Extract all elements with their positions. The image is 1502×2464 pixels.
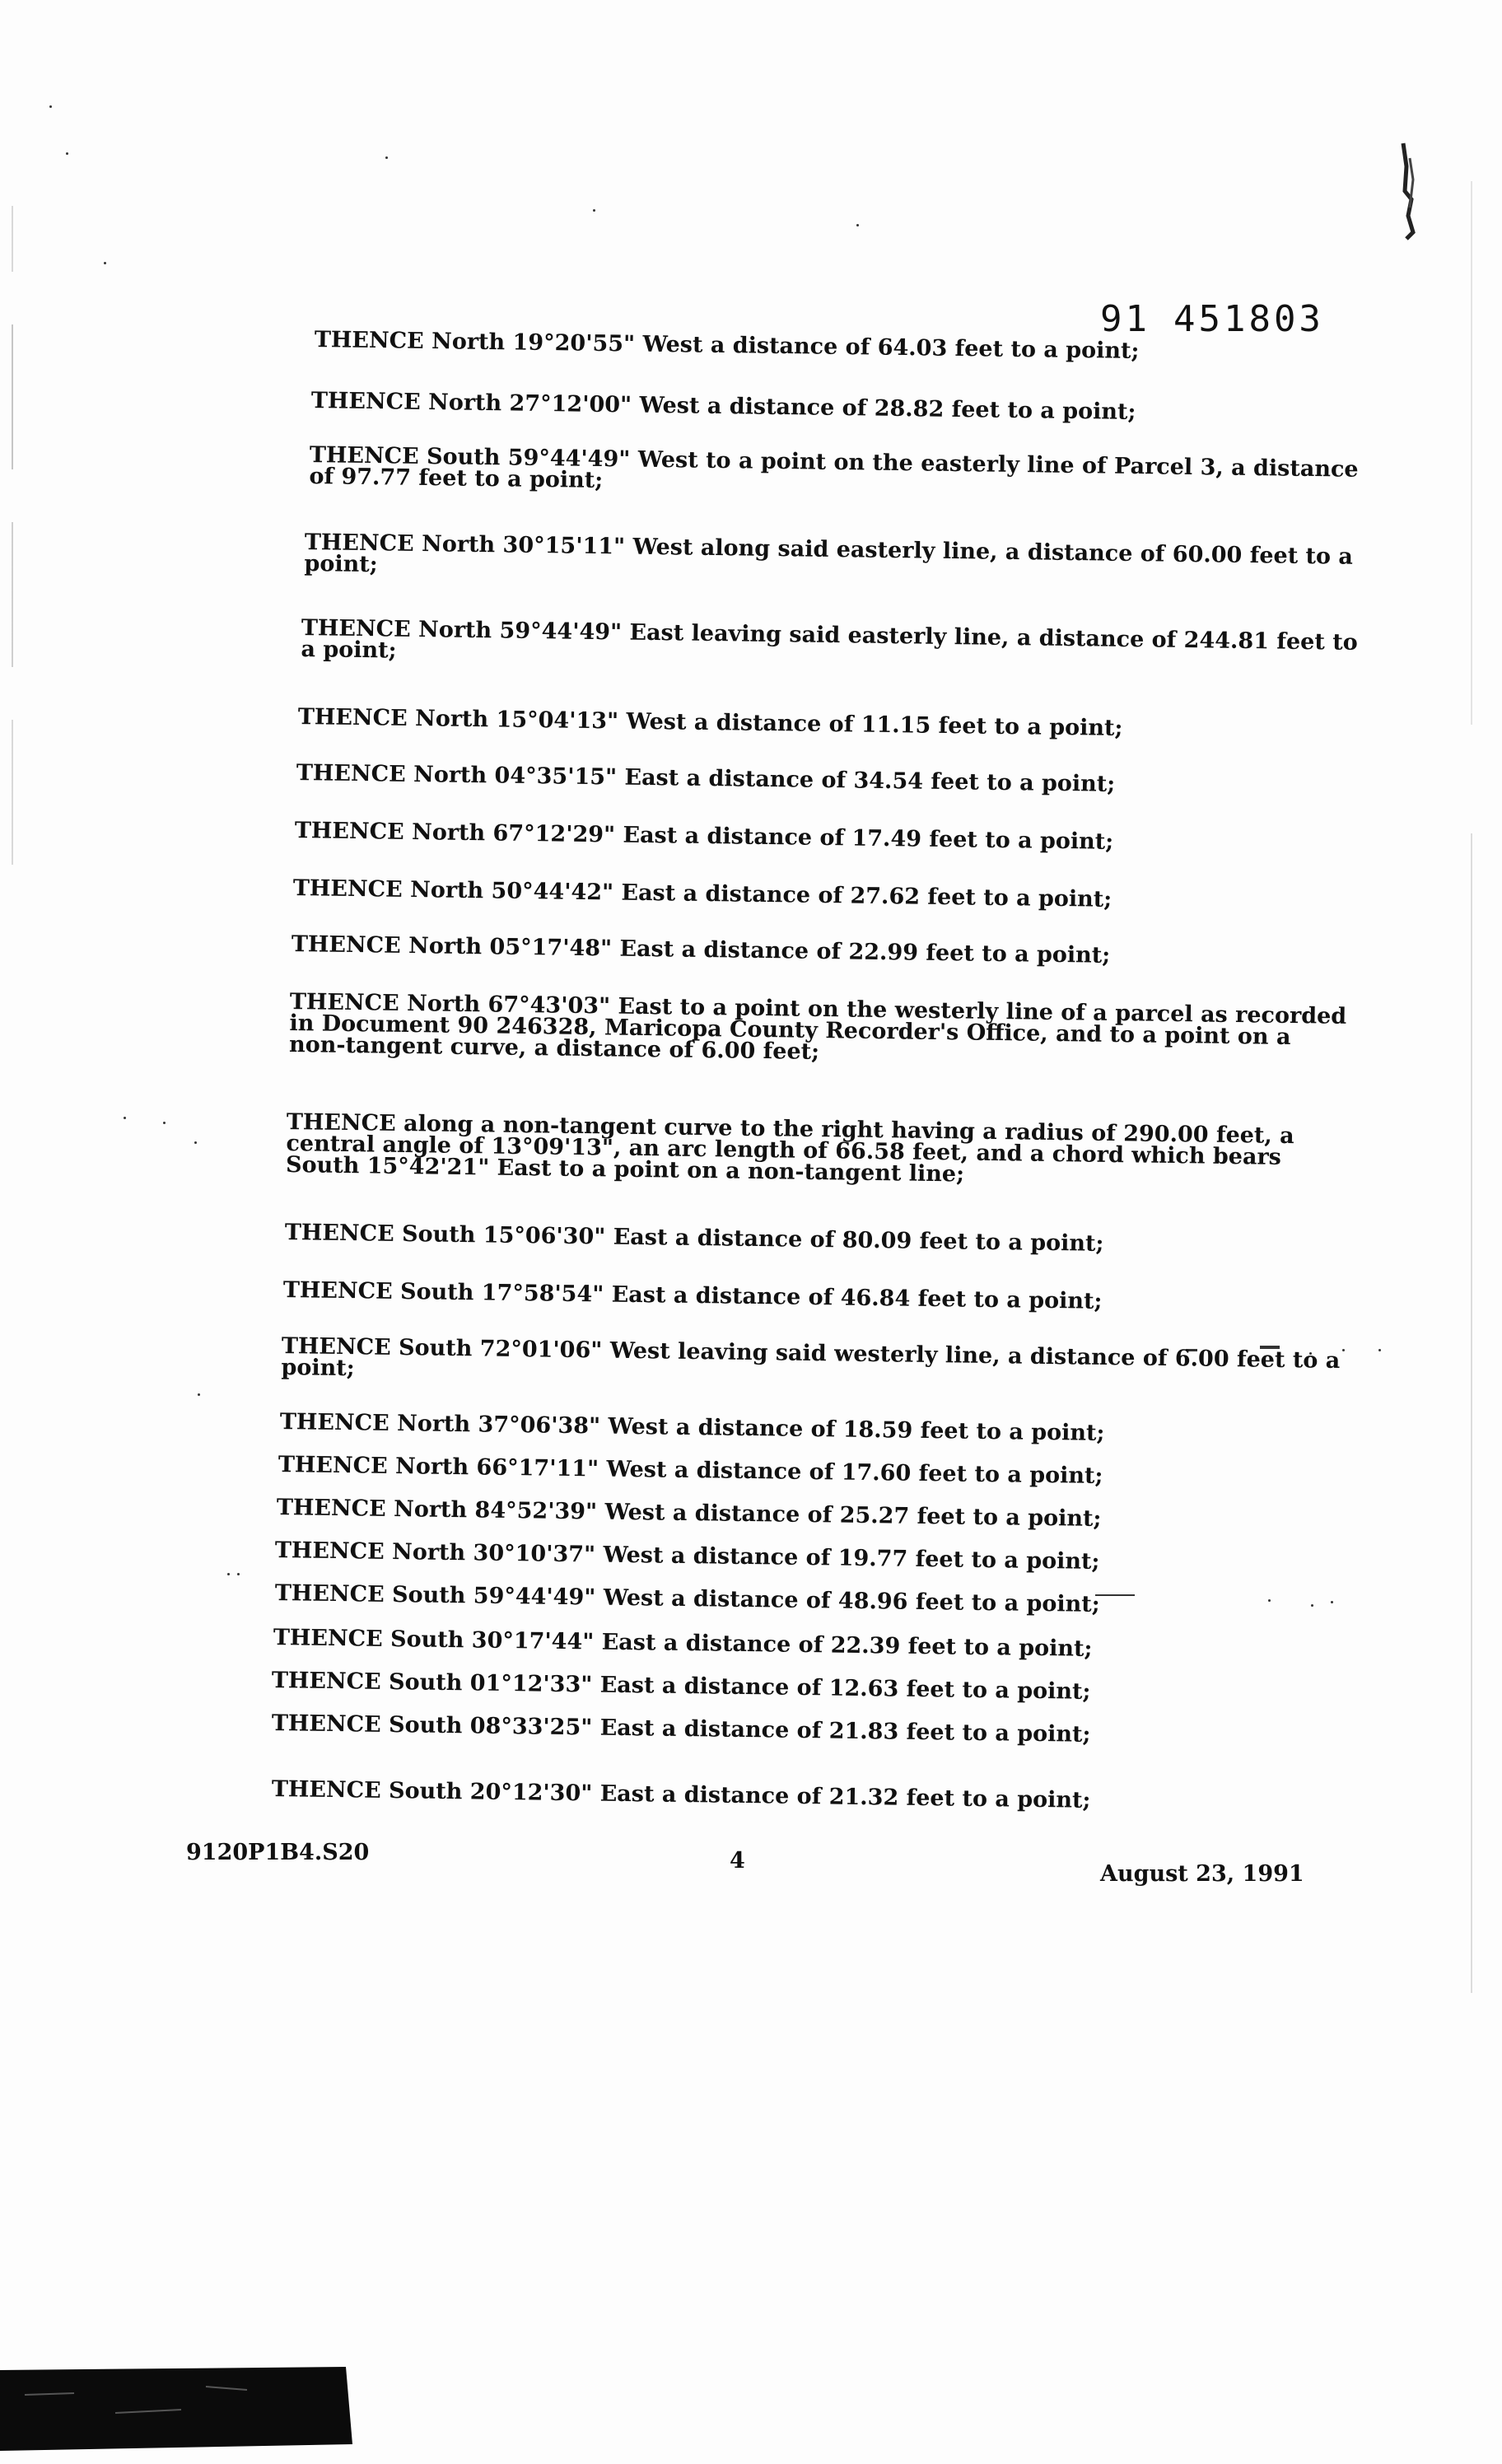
course-paragraph: THENCE North 27°12'00" West a distance of 28.82 feet to a point;	[310, 388, 1136, 425]
course-paragraph: THENCE North 50°44'42" East a distance of 27.62 feet to a point;	[292, 875, 1113, 912]
course-paragraph: THENCE North 19°20'55" West a distance of 64.03 feet to a point;	[314, 327, 1140, 364]
course-paragraph: THENCE North 84°52'39" West a distance of 25.27 feet to a point;	[276, 1495, 1102, 1532]
course-paragraph: THENCE South 15°06'30" East a distance of 80.09 feet to a point;	[284, 1220, 1104, 1257]
file-code: 9120P1B4.S20	[186, 1840, 370, 1865]
course-paragraph: THENCE South 59°44'49" West to a point on the easterly line of Parcel 3, a distance of 97.77 feet to a point;	[309, 442, 1367, 493]
recording-number-sequence: 451803	[1173, 298, 1324, 340]
course-paragraph: THENCE South 01°12'33" East a distance of 12.63 feet to a point;	[271, 1668, 1091, 1705]
course-paragraph: THENCE North 04°35'15" East a distance of 34.54 feet to a point;	[296, 760, 1116, 797]
course-paragraph: THENCE North 30°10'37" West a distance of 19.77 feet to a point;	[274, 1538, 1100, 1575]
course-paragraph: THENCE South 08°33'25" East a distance of 21.83 feet to a point;	[271, 1710, 1091, 1748]
course-paragraph: THENCE North 67°12'29" East a distance of 17.49 feet to a point;	[294, 818, 1114, 855]
course-paragraph: THENCE North 37°06'38" West a distance of 18.59 feet to a point;	[279, 1409, 1105, 1446]
course-paragraph: THENCE North 66°17'11" West a distance of 17.60 feet to a point;	[278, 1452, 1103, 1489]
course-paragraph: THENCE North 15°04'13" West a distance of 11.15 feet to a point;	[297, 704, 1123, 741]
recording-number-year: 91	[1100, 298, 1150, 340]
course-paragraph: THENCE North 05°17'48" East a distance of 22.99 feet to a point;	[291, 931, 1111, 968]
course-paragraph: THENCE South 30°17'44" East a distance of 22.39 feet to a point;	[273, 1625, 1093, 1662]
course-paragraph: THENCE North 59°44'49" East leaving said easterly line, a distance of 244.81 feet to a point;	[301, 615, 1366, 664]
course-paragraph: THENCE South 72°01'06" West leaving said westerly line, a distance of 6.00 feet to a point;	[281, 1333, 1348, 1382]
course-paragraph: THENCE South 59°44'49" West a distance of 48.96 feet to a point;	[274, 1580, 1100, 1617]
course-paragraph: THENCE South 20°12'30" East a distance of 21.32 feet to a point;	[271, 1776, 1091, 1813]
course-paragraph: THENCE along a non-tangent curve to the right having a radius of 290.00 feet, a central angle of 13°09'13", an arc length of 66.58 feet, and a chord which bears South 15°42'21" East to a point on a non-tangent line;	[285, 1109, 1303, 1188]
course-paragraph: THENCE North 30°15'11" West along said easterly line, a distance of 60.00 feet to a point;	[304, 530, 1361, 578]
document-date: August 23, 1991	[1100, 1861, 1304, 1887]
course-paragraph: THENCE North 67°43'03" East to a point on the westerly line of a parcel as recorded in Document 90 246328, Maricopa County Recorder's Office, and to a point on a non-tangent curve, a distance of 6.00 feet;	[288, 989, 1355, 1065]
course-paragraph: THENCE South 17°58'54" East a distance of 46.84 feet to a point;	[282, 1277, 1103, 1314]
page-number: 4	[730, 1848, 745, 1874]
